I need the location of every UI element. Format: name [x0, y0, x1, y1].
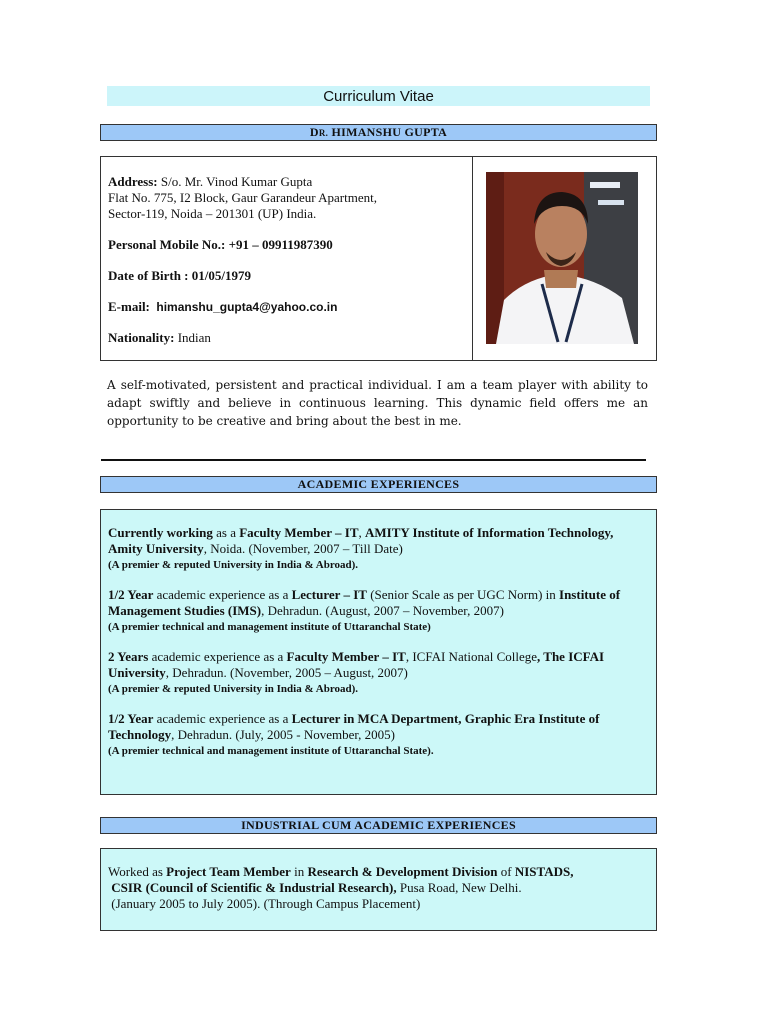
- profile-photo: [486, 172, 638, 344]
- academic-note: (A premier & reputed University in India & Abroad).: [108, 683, 359, 695]
- name-prefix: D: [309, 125, 319, 139]
- academic-heading: ACADEMIC EXPERIENCES: [100, 476, 657, 493]
- contact-divider: [472, 157, 473, 360]
- dob-value: 01/05/1979: [188, 268, 251, 283]
- cv-title: Curriculum Vitae: [107, 86, 650, 106]
- mobile-value: +91 – 09911987390: [225, 237, 333, 252]
- profile-summary: A self-motivated, persistent and practical individual. I am a team player with ability to adapt swiftly and believe in continuous learning. This dynamic field offers me an opportunity to be creative and bring about the best in me.: [107, 378, 648, 428]
- dob-label: Date of Birth :: [108, 268, 189, 283]
- portrait-image: [486, 172, 638, 344]
- address-label: Address:: [108, 174, 158, 189]
- academic-note: (A premier technical and management institute of Uttaranchal State): [108, 621, 431, 633]
- name-header: [100, 124, 657, 141]
- email-value[interactable]: himanshu_gupta4@yahoo.co.in: [156, 300, 338, 314]
- academic-entry: 2 Years academic experience as a Faculty Member – IT, ICFAI National College, The ICFAI University, Dehradun. (November, 2005 – August, 2007) (A premier & reputed University in India & Abroad).: [108, 649, 648, 697]
- nationality-label: Nationality:: [108, 330, 175, 345]
- nationality-value: Indian: [174, 330, 211, 345]
- academic-panel: [100, 509, 657, 795]
- academic-entry: 1/2 Year academic experience as a Lecturer in MCA Department, Graphic Era Institute of Technology, Dehradun. (July, 2005 - November, 2005) (A premier technical and management institute of Uttaranchal State).: [108, 711, 648, 759]
- section-rule: [101, 459, 646, 461]
- academic-note: (A premier & reputed University in India & Abroad).: [108, 559, 359, 571]
- industrial-heading: INDUSTRIAL CUM ACADEMIC EXPERIENCES: [100, 817, 657, 834]
- address-line1: S/o. Mr. Vinod Kumar Gupta: [157, 174, 313, 189]
- academic-entry: 1/2 Year academic experience as a Lecturer – IT (Senior Scale as per UGC Norm) in Institute of Management Studies (IMS), Dehradun. (August, 2007 – November, 2007) (A premier technical and management institute of Uttaranchal State): [108, 587, 648, 635]
- academic-entry: Currently working as a Faculty Member – IT, AMITY Institute of Information Technology, Amity University, Noida. (November, 2007 – Till Date) (A premier & reputed University in India & Abroad).: [108, 525, 648, 573]
- name-prefix-small: R.: [318, 128, 329, 138]
- email-label: E-mail:: [108, 299, 150, 314]
- address-line2: Flat No. 775, I2 Block, Gaur Garandeur Apartment,: [108, 190, 377, 205]
- candidate-name: HIMANSHU GUPTA: [328, 125, 448, 139]
- mobile-label: Personal Mobile No.:: [108, 237, 226, 252]
- address-line3: Sector-119, Noida – 201301 (UP) India.: [108, 206, 317, 221]
- academic-note: (A premier technical and management institute of Uttaranchal State).: [108, 745, 434, 757]
- contact-details: [108, 174, 463, 346]
- industrial-panel: Worked as Project Team Member in Research & Development Division of NISTADS, CSIR (Council of Scientific & Industrial Research), Pusa Road, New Delhi. (January 2005 to July 2005). (Through Campus Placement): [100, 848, 657, 931]
